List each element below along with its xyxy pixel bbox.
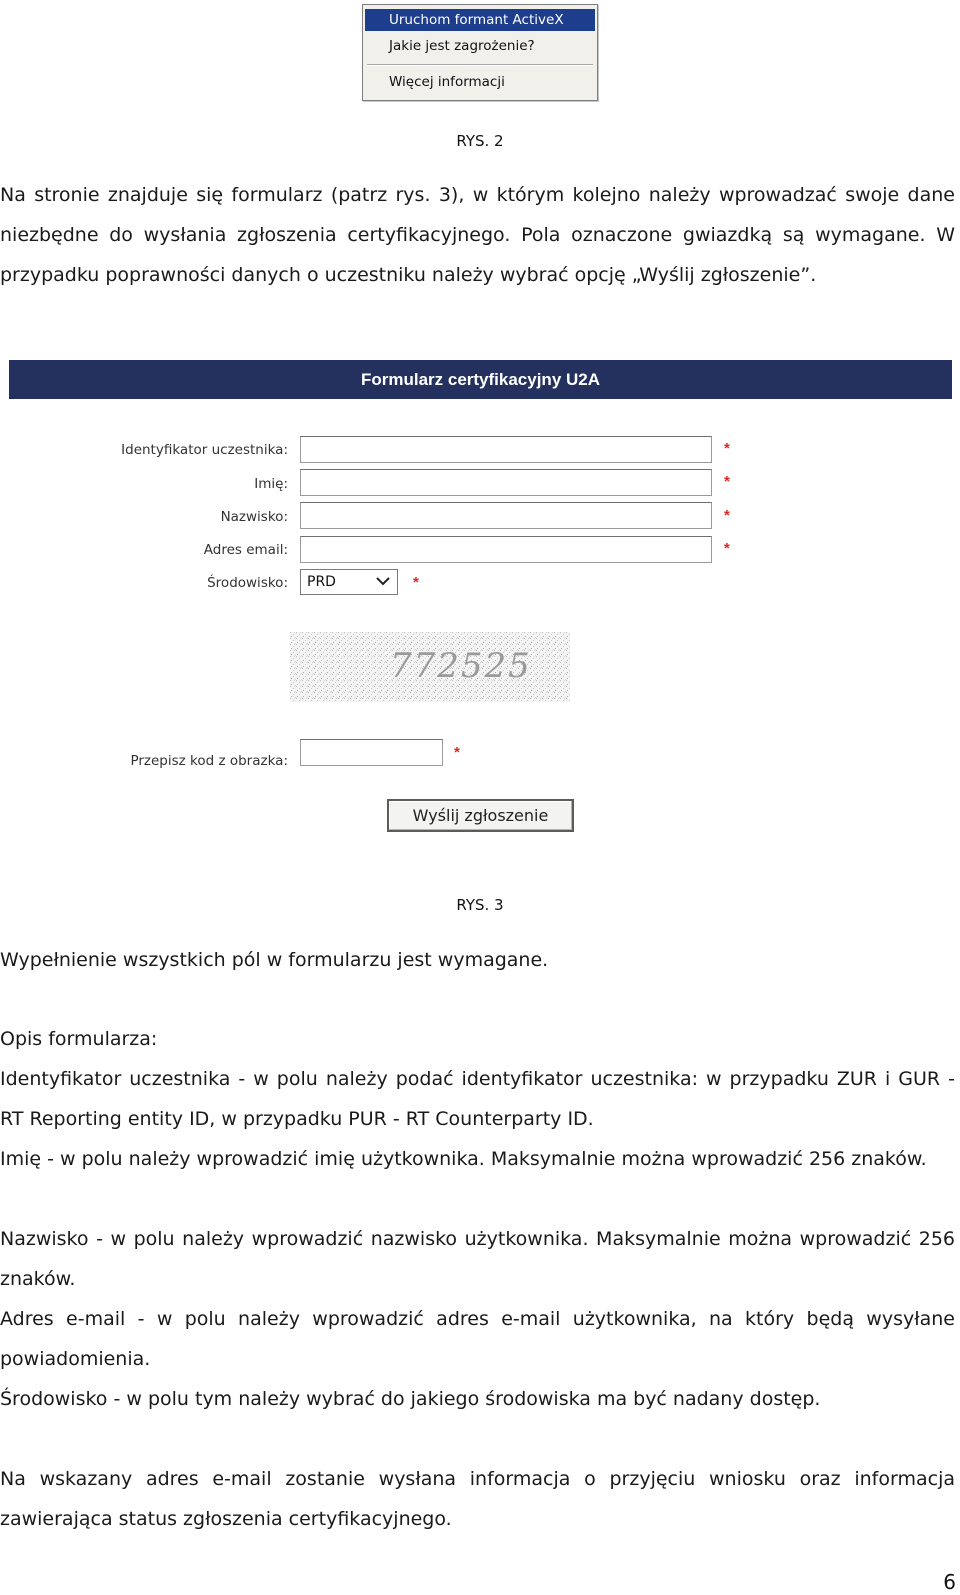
required-note: Wypełnienie wszystkich pól w formularzu jest wymagane.	[0, 949, 549, 971]
figure-caption-2: RYS. 2	[456, 132, 504, 150]
captcha-image	[290, 632, 570, 702]
environment-select[interactable]	[300, 569, 398, 595]
required-marker: *	[724, 540, 730, 557]
required-marker: *	[724, 440, 730, 457]
participant-id-label: Identyfikator uczestnika:	[121, 442, 288, 458]
required-marker: *	[724, 473, 730, 490]
intro-paragraph: Na stronie znajduje się formularz (patrz rys. 3), w którym kolejno należy wprowadzać swoje dane niezbędne do wysłania zgłoszenia certyfikacyjnego. Pola oznaczone gwiazdką są wymagane. W przypadku poprawności danych o uczestniku należy wybrać opcję „Wyślij zgłoszenie”.	[0, 184, 955, 286]
email-input[interactable]	[300, 536, 712, 563]
captcha-code-label: Przepisz kod z obrazka:	[130, 753, 288, 769]
required-marker: *	[454, 744, 460, 761]
environment-select-value: PRD	[307, 574, 336, 590]
menu-item-what-is-risk[interactable]: Jakie jest zagrożenie?	[389, 38, 535, 54]
description-participant-id: Identyfikator uczestnika - w polu należy podać identyfikator uczestnika: w przypadku ZUR i GUR - RT Reporting entity ID, w przypadku PUR - RT Counterparty ID.	[0, 1068, 955, 1130]
form-title-banner: Formularz certyfikacyjny U2A	[9, 360, 952, 399]
first-name-label: Imię:	[254, 476, 288, 492]
page-number: 6	[943, 1570, 956, 1594]
activex-context-menu	[362, 4, 598, 101]
email-label: Adres email:	[203, 542, 288, 558]
menu-item-more-info[interactable]: Więcej informacji	[389, 74, 505, 90]
description-environment: Środowisko - w polu tym należy wybrać do jakiego środowiska ma być nadany dostęp.	[0, 1388, 821, 1410]
final-paragraph: Na wskazany adres e-mail zostanie wysłana informacja o przyjęciu wniosku oraz informacja zawierająca status zgłoszenia certyfikacyjnego.	[0, 1468, 955, 1530]
chevron-down-icon	[375, 573, 391, 593]
participant-id-input[interactable]	[300, 436, 712, 463]
captcha-code-input[interactable]	[300, 739, 443, 766]
last-name-label: Nazwisko:	[220, 509, 288, 525]
description-last-name: Nazwisko - w polu należy wprowadzić nazwisko użytkownika. Maksymalnie można wprowadzić 256 znaków.	[0, 1228, 955, 1290]
menu-separator	[367, 64, 593, 66]
description-email: Adres e-mail - w polu należy wprowadzić adres e-mail użytkownika, na który będą wysyłane powiadomienia.	[0, 1308, 955, 1370]
required-marker: *	[413, 574, 419, 591]
first-name-input[interactable]	[300, 469, 712, 496]
environment-label: Środowisko:	[207, 575, 288, 591]
figure-caption-3: RYS. 3	[456, 896, 504, 914]
description-heading: Opis formularza:	[0, 1028, 158, 1050]
last-name-input[interactable]	[300, 502, 712, 529]
submit-request-button[interactable]: Wyślij zgłoszenie	[387, 799, 574, 832]
required-marker: *	[724, 507, 730, 524]
menu-item-run-activex[interactable]: Uruchom formant ActiveX	[365, 9, 595, 31]
description-first-name: Imię - w polu należy wprowadzić imię użytkownika. Maksymalnie można wprowadzić 256 znaków.	[0, 1148, 927, 1170]
captcha-text: 772525	[390, 646, 532, 686]
